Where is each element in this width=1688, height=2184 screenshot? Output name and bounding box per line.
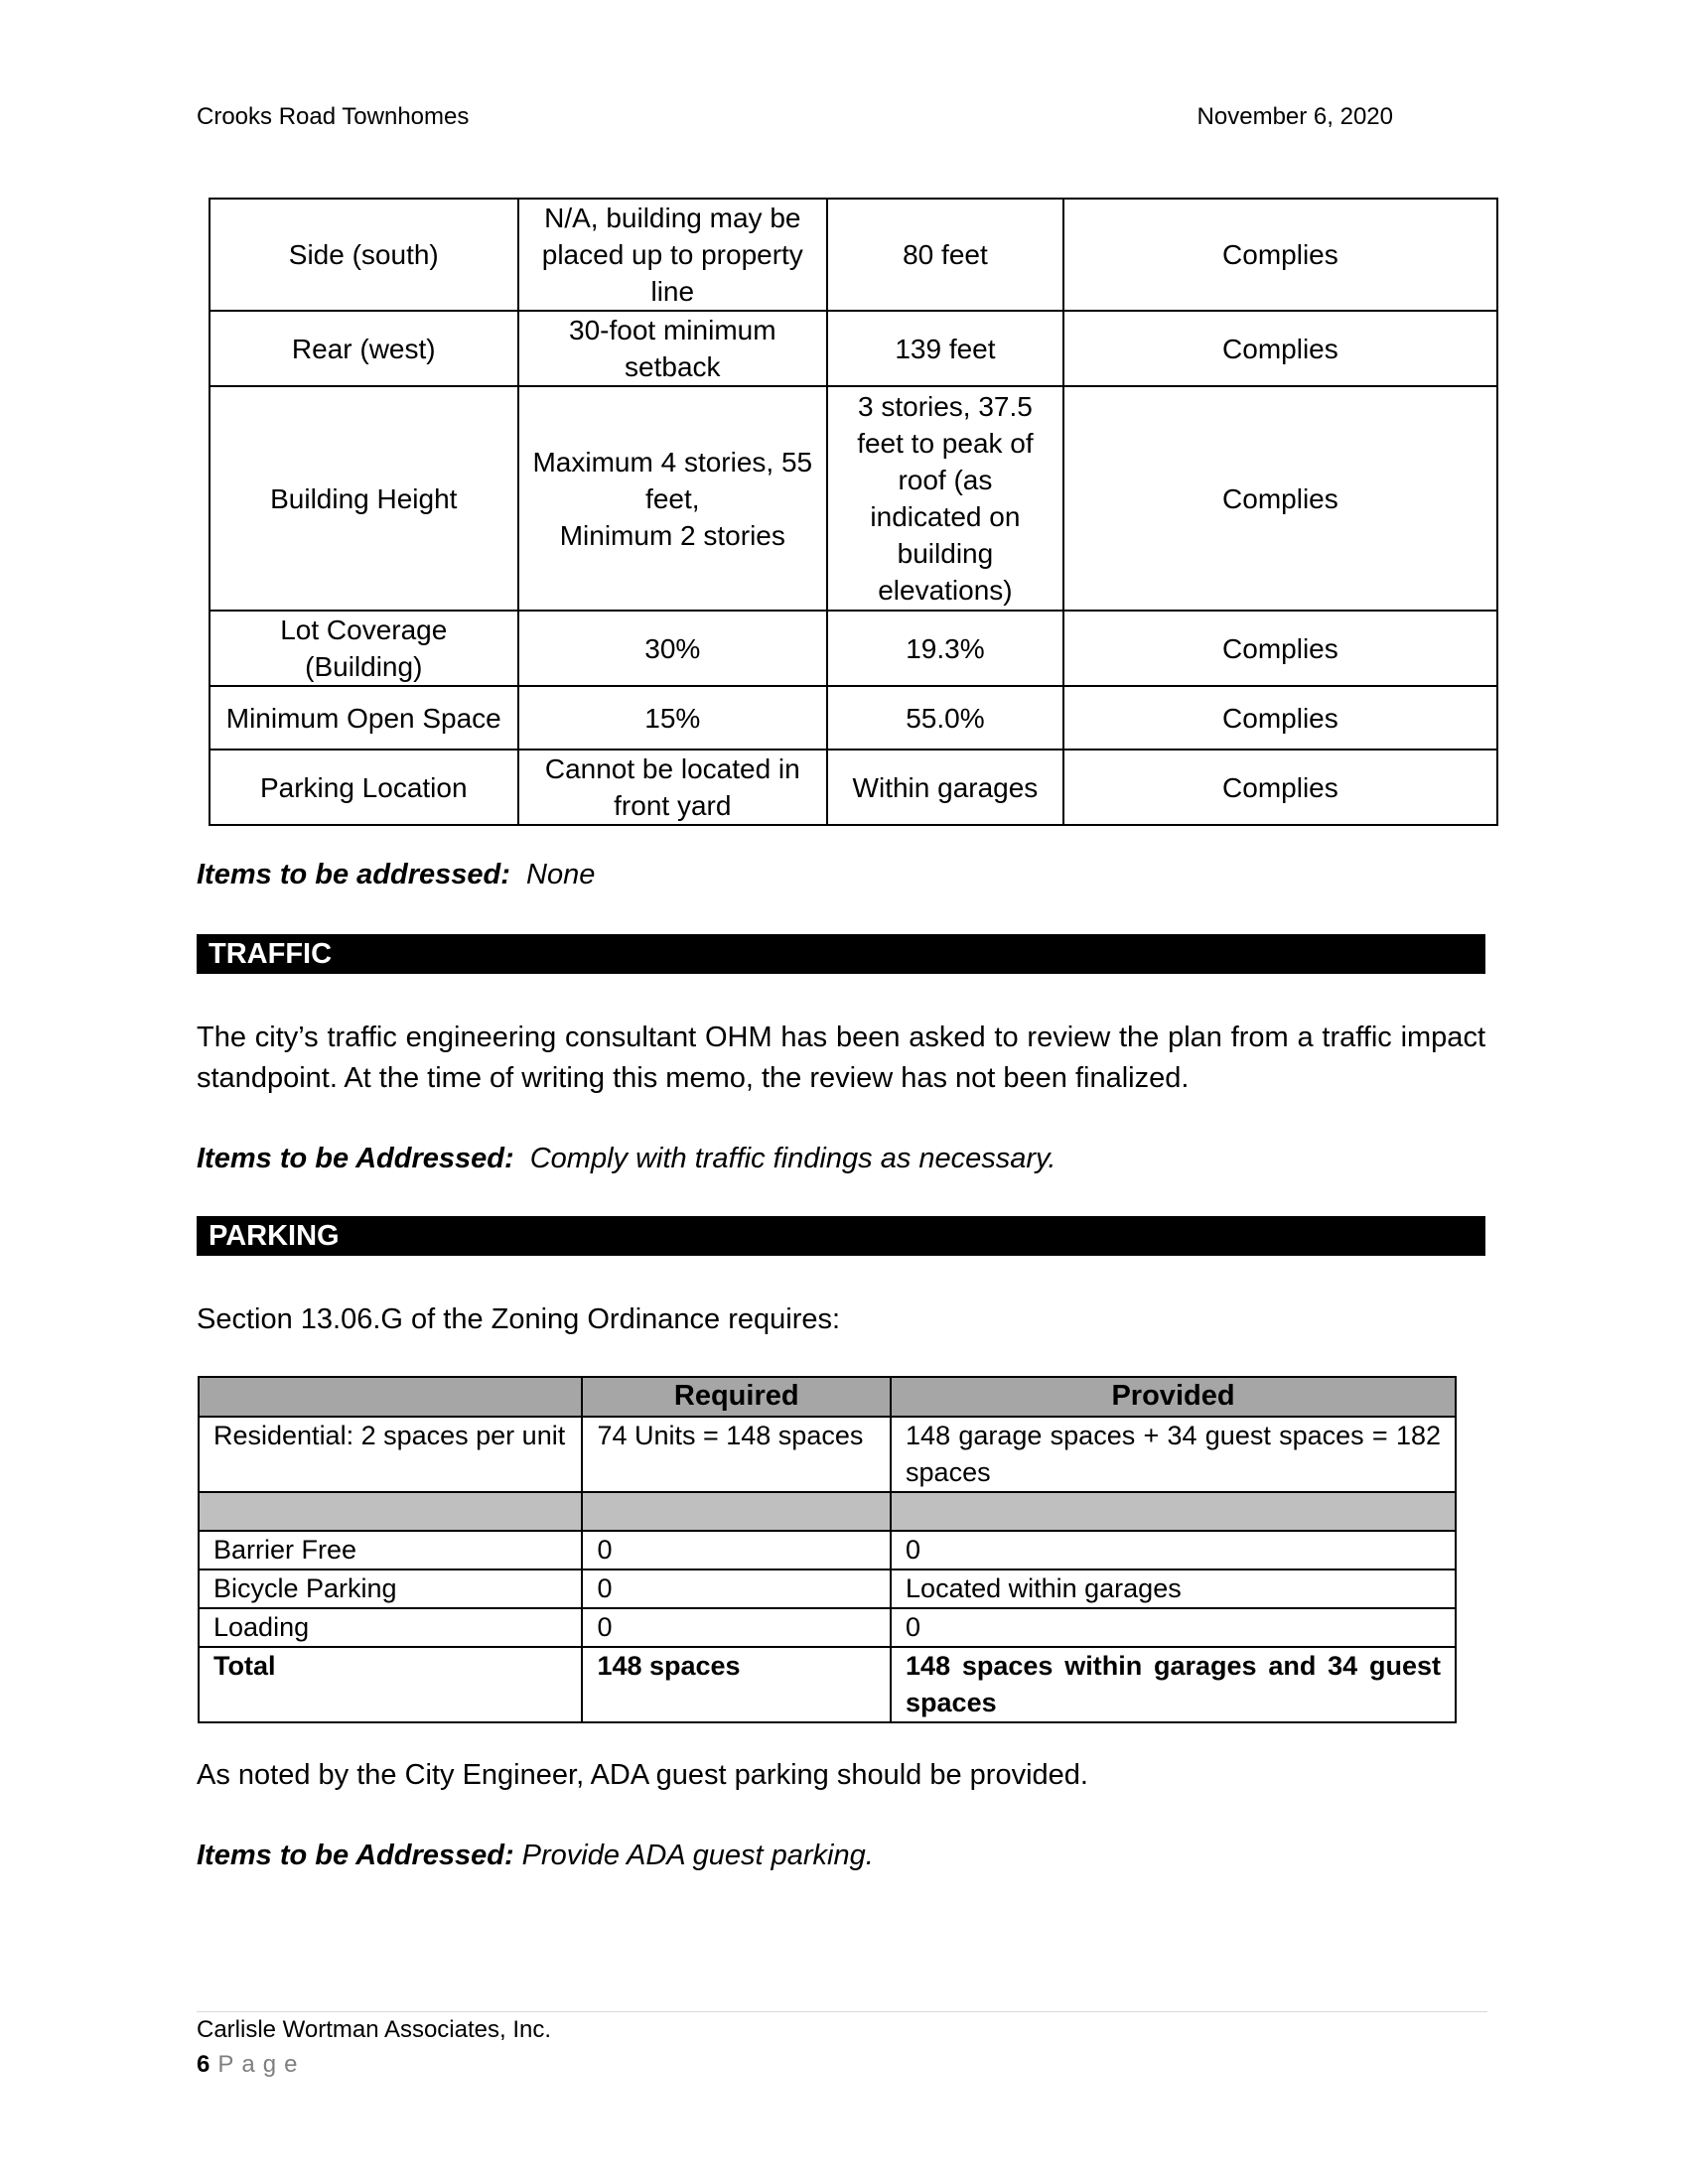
table-row xyxy=(210,750,1497,825)
table-row xyxy=(210,611,1497,686)
cell-item: Parking Location xyxy=(210,750,518,825)
items-to-be-addressed-parking xyxy=(197,1836,874,1875)
cell-status: Complies xyxy=(1063,611,1497,686)
cell-item: Total xyxy=(199,1647,582,1722)
header-cell-item xyxy=(199,1377,582,1417)
table-row xyxy=(199,1531,1456,1570)
page-word: Page xyxy=(217,2051,306,2078)
table-spacer-row xyxy=(199,1492,1456,1531)
traffic-paragraph: The city’s traffic engineering consultant OHM has been asked to review the plan from a traffic impact standpoint. At the time of writing this memo, the review has not been finalized. xyxy=(197,1022,1485,1094)
cell-provided: 80 feet xyxy=(827,199,1063,311)
cell-item: Building Height xyxy=(210,386,518,611)
table-header-row xyxy=(199,1377,1456,1417)
table-row xyxy=(199,1417,1456,1492)
cell-provided: Located within garages xyxy=(891,1570,1456,1608)
items-value: Provide ADA guest parking. xyxy=(521,1840,874,1871)
cell-required xyxy=(518,386,828,611)
section-heading-traffic: TRAFFIC xyxy=(197,934,1485,974)
cell-provided: 3 stories, 37.5 feet to peak of roof (as indicated on building elevations) xyxy=(827,386,1063,611)
items-label: Items to be Addressed: xyxy=(197,1143,514,1174)
parking-requirements-table xyxy=(198,1376,1457,1723)
cell-required: 15% xyxy=(518,686,828,750)
cell-status: Complies xyxy=(1063,686,1497,750)
cell-required: Cannot be located in front yard xyxy=(518,750,828,825)
required-line-2: Minimum 2 stories xyxy=(559,519,785,551)
page-number: 6 xyxy=(197,2051,211,2078)
table-row-total xyxy=(199,1647,1456,1722)
cell-provided: 55.0% xyxy=(827,686,1063,750)
cell-required: 0 xyxy=(582,1608,891,1647)
table-row xyxy=(210,386,1497,611)
cell-item: Bicycle Parking xyxy=(199,1570,582,1608)
cell-provided: 19.3% xyxy=(827,611,1063,686)
section-heading-parking: PARKING xyxy=(197,1216,1485,1256)
items-label: Items to be addressed: xyxy=(197,859,510,890)
cell-status: Complies xyxy=(1063,386,1497,611)
cell-provided: 148 garage spaces + 34 guest spaces = 182 spaces xyxy=(891,1417,1456,1492)
parking-note: As noted by the City Engineer, ADA guest parking should be provided. xyxy=(197,1759,1088,1791)
cell-required: 0 xyxy=(582,1570,891,1608)
setback-requirements-table xyxy=(209,198,1498,826)
cell-required: 148 spaces xyxy=(582,1647,891,1722)
required-line-1: Maximum 4 stories, 55 feet, xyxy=(532,446,813,514)
header-cell-provided: Provided xyxy=(891,1377,1456,1417)
cell-item: Loading xyxy=(199,1608,582,1647)
cell-provided: 0 xyxy=(891,1608,1456,1647)
cell-item: Residential: 2 spaces per unit xyxy=(199,1417,582,1492)
cell-provided: 148 spaces within garages and 34 guest spaces xyxy=(891,1647,1456,1722)
parking-intro: Section 13.06.G of the Zoning Ordinance requires: xyxy=(197,1303,841,1335)
cell-required: N/A, building may be placed up to property line xyxy=(518,199,828,311)
cell-provided: 0 xyxy=(891,1531,1456,1570)
footer-divider xyxy=(197,2011,1487,2012)
cell-status: Complies xyxy=(1063,199,1497,311)
footer-company: Carlisle Wortman Associates, Inc. xyxy=(197,2016,552,2043)
table-row xyxy=(210,686,1497,750)
header-cell-required: Required xyxy=(582,1377,891,1417)
cell-provided: 139 feet xyxy=(827,311,1063,386)
footer-page-number xyxy=(197,2051,305,2079)
items-label: Items to be Addressed: xyxy=(197,1840,514,1871)
cell-required: 0 xyxy=(582,1531,891,1570)
cell-required: 74 Units = 148 spaces xyxy=(582,1417,891,1492)
header-document-title: Crooks Road Townhomes xyxy=(197,103,470,130)
table-row xyxy=(199,1570,1456,1608)
table-row xyxy=(199,1608,1456,1647)
items-value: Comply with traffic findings as necessary. xyxy=(529,1143,1056,1174)
cell-required: 30% xyxy=(518,611,828,686)
table-row xyxy=(210,199,1497,311)
cell-item: Side (south) xyxy=(210,199,518,311)
header-date: November 6, 2020 xyxy=(1196,103,1393,130)
items-to-be-addressed-traffic xyxy=(197,1139,1055,1178)
items-to-be-addressed-zoning xyxy=(197,855,595,894)
cell-required: 30-foot minimum setback xyxy=(518,311,828,386)
cell-item: Minimum Open Space xyxy=(210,686,518,750)
table-row xyxy=(210,311,1497,386)
items-value: None xyxy=(526,859,596,890)
cell-status: Complies xyxy=(1063,311,1497,386)
cell-item: Barrier Free xyxy=(199,1531,582,1570)
cell-provided: Within garages xyxy=(827,750,1063,825)
cell-status: Complies xyxy=(1063,750,1497,825)
cell-item: Lot Coverage (Building) xyxy=(210,611,518,686)
cell-item: Rear (west) xyxy=(210,311,518,386)
